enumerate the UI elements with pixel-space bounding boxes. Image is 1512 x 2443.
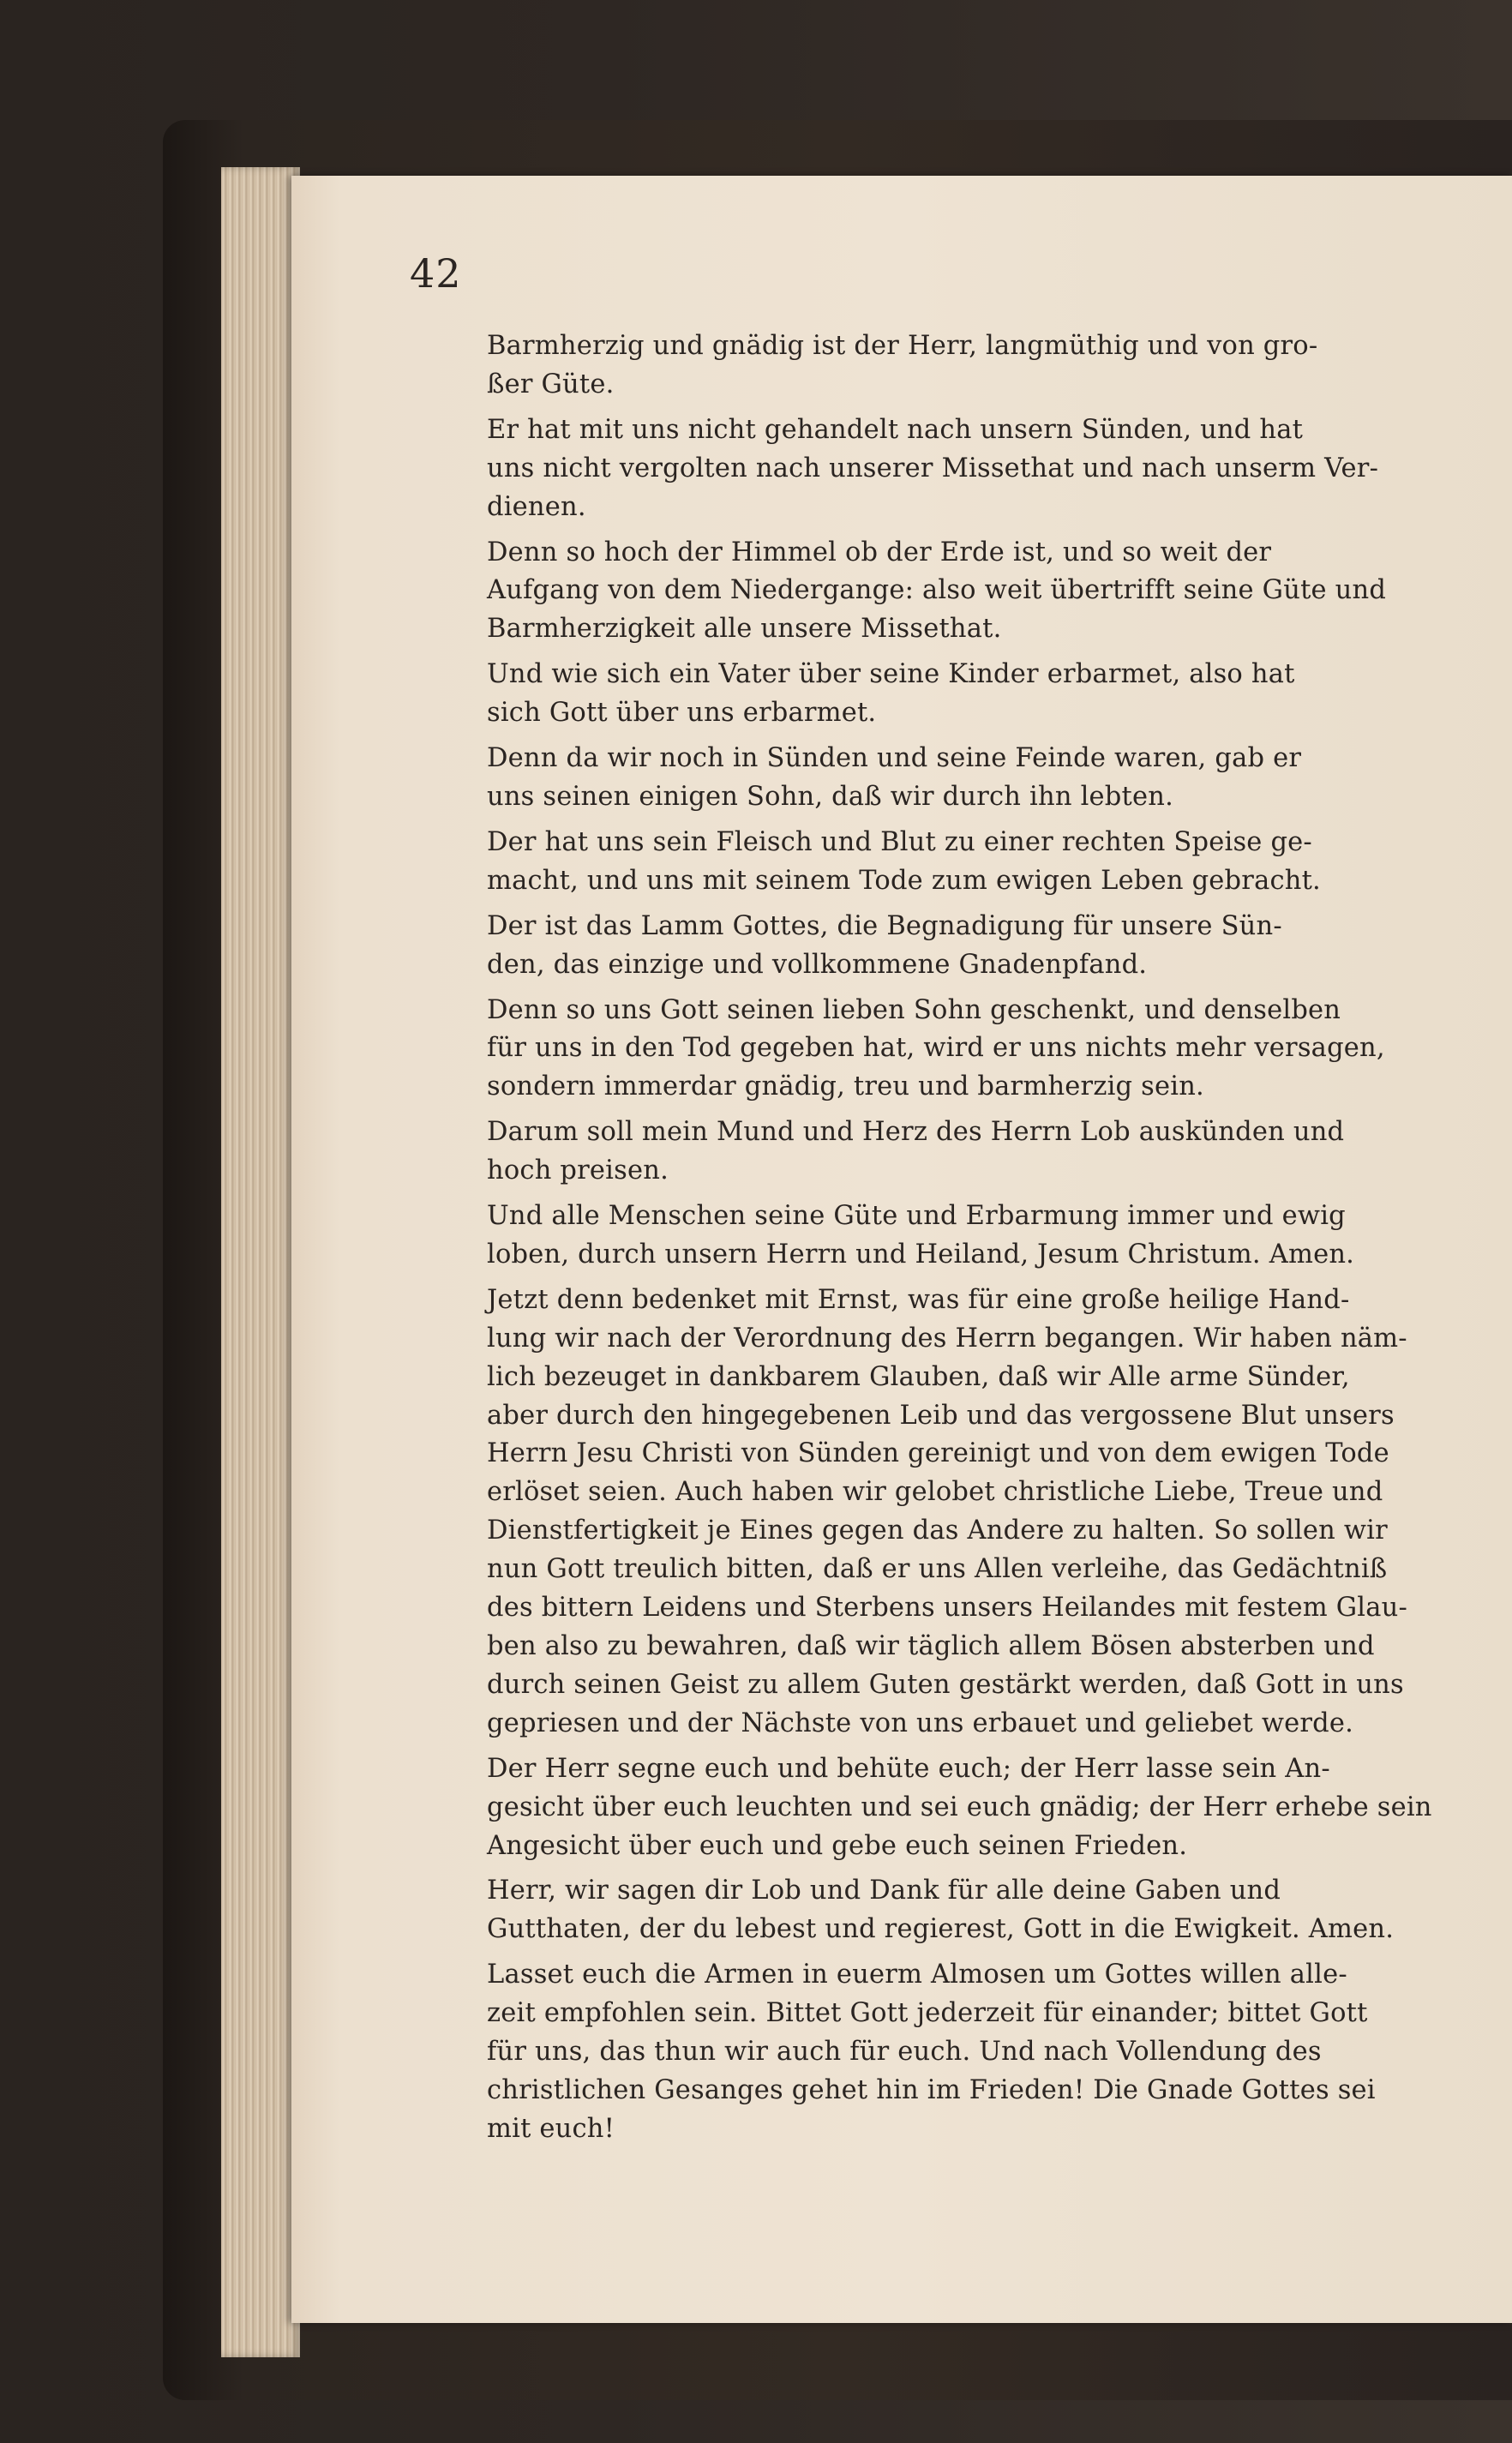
page-text <box>487 327 1433 2156</box>
paragraph <box>487 411 1433 527</box>
text-line: Denn so uns Gott seinen lieben Sohn geschenkt, und denselben <box>487 994 1341 1025</box>
text-line: ben also zu bewahren, daß wir täglich allem Bösen absterben und <box>487 1631 1375 1661</box>
text-line: Und alle Menschen seine Güte und Erbarmung immer und ewig <box>487 1201 1346 1232</box>
text-line: Und wie sich ein Vater über seine Kinder erbarmet, also hat <box>487 659 1295 690</box>
paragraph <box>487 1956 1433 2149</box>
paragraph <box>487 1113 1433 1191</box>
paragraph <box>487 327 1433 405</box>
text-line: zeit empfohlen sein. Bittet Gott jederzeit für einander; bittet Gott <box>487 1998 1368 2029</box>
text-line: Barmherzig und gnädig ist der Herr, langmüthig und von gro- <box>487 331 1318 361</box>
text-line: Der Herr segne euch und behüte euch; der Herr lasse sein An- <box>487 1753 1330 1784</box>
text-line: Er hat mit uns nicht gehandelt nach unsern Sünden, und hat <box>487 414 1304 445</box>
paragraph <box>487 1197 1433 1275</box>
text-line: uns nicht vergolten nach unserer Missethat und nach unserm Ver- <box>487 453 1379 483</box>
page-edges <box>221 167 300 2357</box>
text-line: loben, durch unsern Herrn und Heiland, Jesum Christum. Amen. <box>487 1239 1355 1270</box>
text-line: den, das einzige und vollkommene Gnadenpfand. <box>487 949 1148 980</box>
paragraph <box>487 908 1433 985</box>
text-line: gepriesen und der Nächste von uns erbauet und geliebet werde. <box>487 1708 1354 1738</box>
text-line: Denn da wir noch in Sünden und seine Feinde waren, gab er <box>487 743 1302 774</box>
text-line: gesicht über euch leuchten und sei euch gnädig; der Herr erhebe sein <box>487 1792 1432 1822</box>
text-line: durch seinen Geist zu allem Guten gestärkt werden, daß Gott in uns <box>487 1669 1404 1700</box>
text-line: ßer Güte. <box>487 369 615 399</box>
text-line: nun Gott treulich bitten, daß er uns Allen verleihe, das Gedächtniß <box>487 1554 1388 1585</box>
text-line: Barmherzigkeit alle unsere Missethat. <box>487 614 1002 645</box>
text-line: lung wir nach der Verordnung des Herrn begangen. Wir haben näm- <box>487 1323 1407 1354</box>
text-line: uns seinen einigen Sohn, daß wir durch ihn lebten. <box>487 781 1173 812</box>
text-line: Angesicht über euch und gebe euch seinen Frieden. <box>487 1830 1188 1861</box>
text-line: Jetzt denn bedenket mit Ernst, was für eine große heilige Hand- <box>487 1284 1350 1315</box>
paragraph <box>487 824 1433 901</box>
paragraph <box>487 1872 1433 1949</box>
text-line: Aufgang von dem Niedergange: also weit übertrifft seine Güte und <box>487 575 1387 606</box>
text-line: sondern immerdar gnädig, treu und barmherzig sein. <box>487 1071 1204 1102</box>
paragraph <box>487 740 1433 817</box>
text-line: des bittern Leidens und Sterbens unsers Heilandes mit festem Glau- <box>487 1593 1407 1624</box>
text-line: Der hat uns sein Fleisch und Blut zu einer rechten Speise ge- <box>487 826 1312 857</box>
text-line: macht, und uns mit seinem Tode zum ewigen Leben gebracht. <box>487 865 1321 896</box>
text-line: Denn so hoch der Himmel ob der Erde ist, und so weit der <box>487 537 1272 567</box>
page-number: 42 <box>410 250 462 297</box>
text-line: erlöset seien. Auch haben wir gelobet christliche Liebe, Treue und <box>487 1477 1383 1508</box>
text-line: sich Gott über uns erbarmet. <box>487 698 877 729</box>
paragraph <box>487 534 1433 650</box>
text-line: Herrn Jesu Christi von Sünden gereinigt und von dem ewigen Tode <box>487 1438 1389 1469</box>
text-line: christlichen Gesanges gehet hin im Frieden! Die Gnade Gottes sei <box>487 2074 1376 2105</box>
text-line: hoch preisen. <box>487 1155 669 1186</box>
text-line: Darum soll mein Mund und Herz des Herrn Lob auskünden und <box>487 1117 1345 1148</box>
text-line: Dienstfertigkeit je Eines gegen das Andere zu halten. So sollen wir <box>487 1516 1388 1546</box>
text-line: für uns in den Tod gegeben hat, wird er uns nichts mehr versagen, <box>487 1033 1385 1064</box>
text-line: lich bezeuget in dankbarem Glauben, daß wir Alle arme Sünder, <box>487 1361 1350 1392</box>
text-line: Herr, wir sagen dir Lob und Dank für alle deine Gaben und <box>487 1876 1281 1906</box>
text-line: für uns, das thun wir auch für euch. Und nach Vollendung des <box>487 2037 1322 2068</box>
text-line: Gutthaten, der du lebest und regierest, Gott in die Ewigkeit. Amen. <box>487 1914 1395 1945</box>
paragraph <box>487 1750 1433 1866</box>
text-line: aber durch den hingegebenen Leib und das vergossene Blut unsers <box>487 1400 1395 1431</box>
text-line: Der ist das Lamm Gottes, die Begnadigung für unsere Sün- <box>487 910 1282 941</box>
text-line: mit euch! <box>487 2113 615 2144</box>
paragraph <box>487 656 1433 733</box>
paragraph <box>487 992 1433 1107</box>
text-line: Lasset euch die Armen in euerm Almosen um Gottes willen alle- <box>487 1960 1347 1990</box>
paragraph <box>487 1282 1433 1744</box>
text-line: dienen. <box>487 491 586 522</box>
